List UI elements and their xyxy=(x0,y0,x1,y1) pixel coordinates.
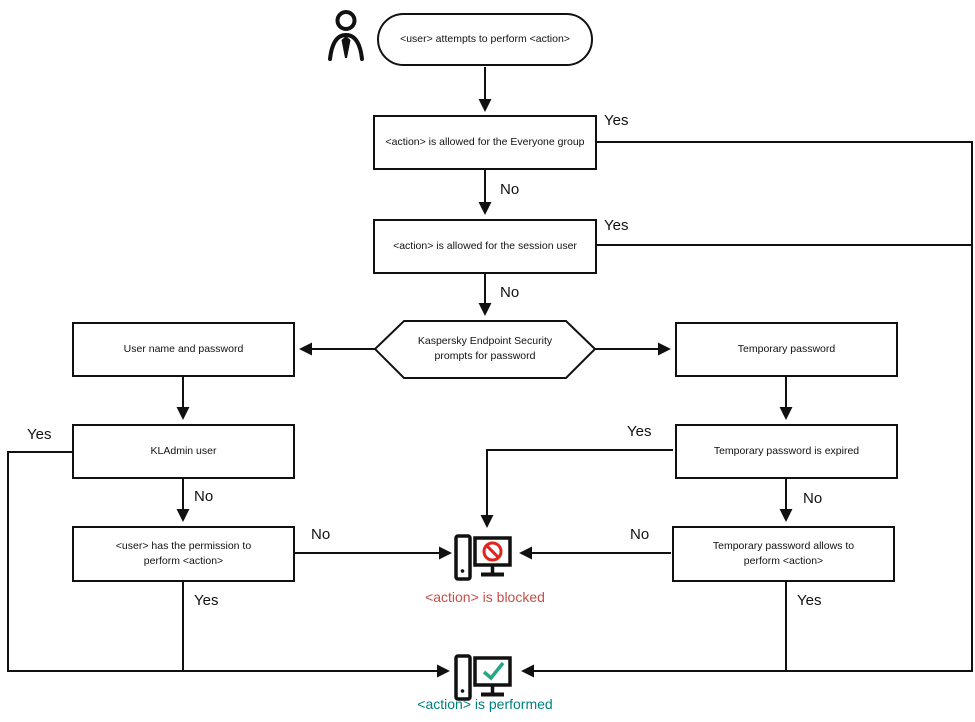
user-person-icon xyxy=(330,12,362,59)
node-prompt xyxy=(398,328,572,370)
edge-label-session-yes: Yes xyxy=(604,217,629,234)
edge-label-kladmin-no: No xyxy=(194,488,214,505)
node-temp-allows xyxy=(672,526,895,582)
edge-label-expired-yes: Yes xyxy=(627,423,652,440)
node-permission-label: <user> has the permission to perform <action> xyxy=(115,539,252,567)
edge-label-allows-no: No xyxy=(630,526,650,543)
node-kladmin-label: KLAdmin user xyxy=(150,444,217,457)
blocked-caption: <action> is blocked xyxy=(425,589,545,605)
edge-label-permission-yes: Yes xyxy=(194,592,219,609)
edge-label-session-no: No xyxy=(500,284,520,301)
node-session-label: <action> is allowed for the session user xyxy=(393,239,577,252)
node-prompt-label: Kaspersky Endpoint Security prompts for password xyxy=(417,334,553,362)
node-kladmin xyxy=(72,424,295,479)
node-start-label: <user> attempts to perform <action> xyxy=(400,32,570,45)
node-permission xyxy=(72,526,295,582)
edge-label-allows-yes: Yes xyxy=(797,592,822,609)
node-credentials-label: User name and password xyxy=(123,342,244,355)
node-session-check xyxy=(373,219,597,274)
node-temp-allows-label: Temporary password allows to perform <action> xyxy=(712,539,855,567)
performed-computer-icon xyxy=(456,656,510,699)
node-credentials xyxy=(72,322,295,377)
edge-label-expired-no: No xyxy=(803,490,823,507)
edge-label-permission-no: No xyxy=(311,526,331,543)
edge-label-everyone-no: No xyxy=(500,181,520,198)
node-everyone-label: <action> is allowed for the Everyone group xyxy=(385,135,585,148)
node-start xyxy=(377,13,593,66)
node-everyone-check xyxy=(373,115,597,170)
node-temp-expired-label: Temporary password is expired xyxy=(713,444,860,457)
edge-label-kladmin-yes: Yes xyxy=(27,426,52,443)
blocked-computer-icon xyxy=(456,536,510,579)
edge-label-everyone-yes: Yes xyxy=(604,112,629,129)
performed-caption: <action> is performed xyxy=(417,696,553,712)
node-temp-password-label: Temporary password xyxy=(737,342,836,355)
node-temp-expired xyxy=(675,424,898,479)
node-temp-password xyxy=(675,322,898,377)
